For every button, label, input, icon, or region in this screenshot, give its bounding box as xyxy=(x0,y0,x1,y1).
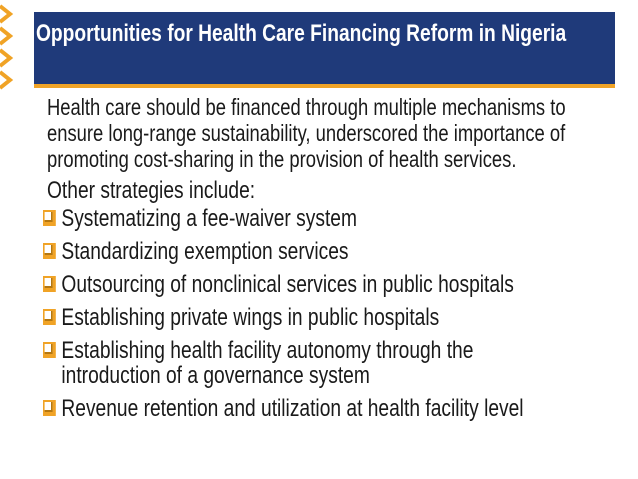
chevron-decoration-icon xyxy=(0,0,34,90)
checkbox-bullet-icon xyxy=(43,342,56,358)
list-item xyxy=(41,305,637,330)
list-item xyxy=(41,272,637,297)
title-bar xyxy=(34,12,615,88)
list-item xyxy=(41,206,637,231)
checkbox-bullet-icon xyxy=(43,276,56,292)
list-item-text: Systematizing a fee-waiver system xyxy=(61,205,357,232)
checkbox-bullet-icon xyxy=(43,400,56,416)
intro-paragraph: Health care should be financed through multiple mechanisms to ensure long-range sustainability, underscored the importance of promoting cost-sharing in the provision of health services. xyxy=(47,94,566,172)
strategy-list xyxy=(47,205,524,422)
list-item-text: Outsourcing of nonclinical services in public hospitals xyxy=(61,271,514,298)
list-item xyxy=(41,338,509,388)
checkbox-bullet-icon xyxy=(43,243,56,259)
list-item xyxy=(41,396,637,421)
list-item-text: Standardizing exemption services xyxy=(61,238,349,265)
slide-title: Opportunities for Health Care Financing Reform in Nigeria xyxy=(36,20,567,47)
list-item-text: Revenue retention and utilization at health facility level xyxy=(61,395,524,422)
list-item-text: Establishing private wings in public hospitals xyxy=(61,304,440,331)
strategies-lead: Other strategies include: xyxy=(47,177,256,204)
checkbox-bullet-icon xyxy=(43,210,56,226)
slide-body xyxy=(47,94,627,429)
checkbox-bullet-icon xyxy=(43,309,56,325)
list-item xyxy=(41,239,637,264)
list-item-text: Establishing health facility autonomy through the introduction of a governance system xyxy=(61,337,474,389)
